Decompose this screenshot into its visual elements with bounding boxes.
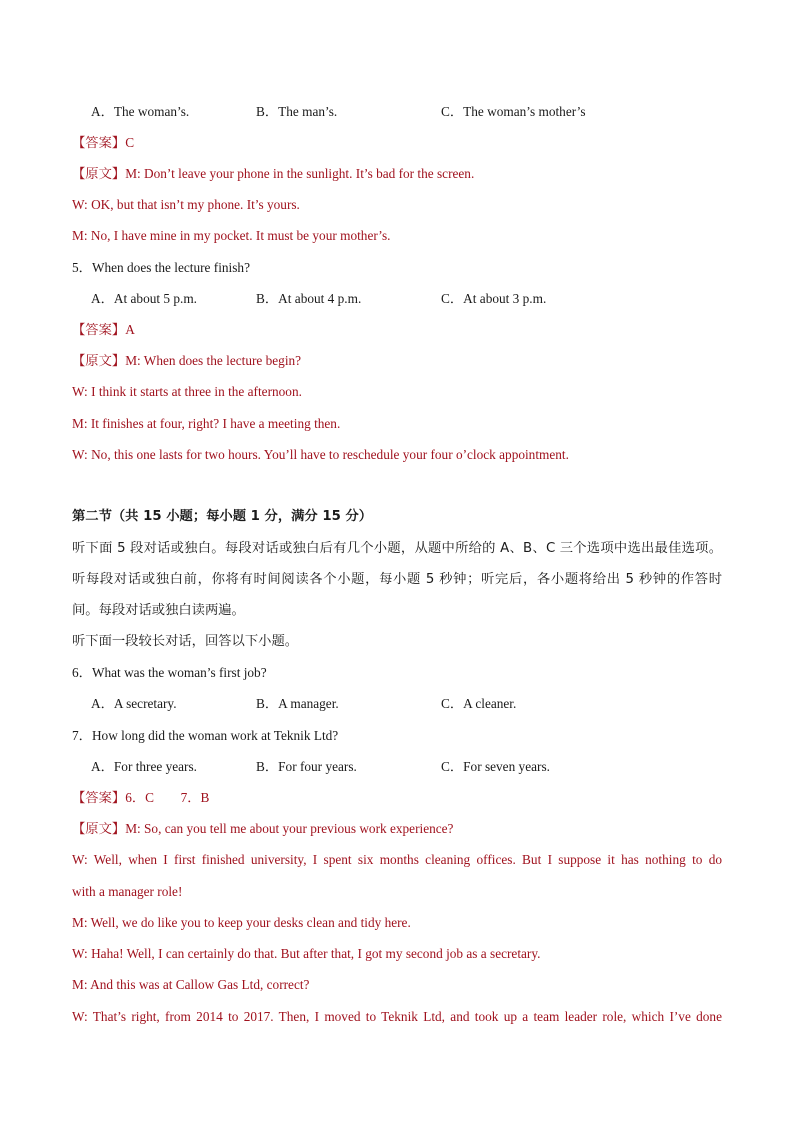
q5-option-a: A．At about 5 p.m. xyxy=(91,291,197,306)
q67-answer xyxy=(72,789,209,808)
q67-script-line-4: W: Haha! Well, I can certainly do that. But after that, I got my second job as a secretary. xyxy=(72,946,541,961)
answer-tag: 【答案】 xyxy=(72,791,126,806)
script-tag: 【原文】 xyxy=(72,167,126,182)
q6-option-c: C．A cleaner. xyxy=(441,696,517,711)
q5-script-line-4: W: No, this one lasts for two hours. You’ll have to reschedule your four o’clock appointment. xyxy=(72,447,569,462)
q5-script-line-2: W: I think it starts at three in the afternoon. xyxy=(72,384,302,399)
q67-script-line-2a: W: Well, when I first finished university, I spent six months cleaning offices. But I suppose it has nothing to do xyxy=(72,852,722,867)
answer-tag: 【答案】 xyxy=(72,136,126,151)
section2-instructions-1: 听下面 5 段对话或独白。每段对话或独白后有几个小题，从题中所给的 A、B、C 三个选项中选出最佳选项。 xyxy=(72,541,722,556)
q4-script-line-2: W: OK, but that isn’t my phone. It’s yours. xyxy=(72,197,300,212)
section2-instructions-3: 间。每段对话或独白读两遍。 xyxy=(72,603,245,618)
q4-answer xyxy=(72,134,134,153)
q5-option-c: C．At about 3 p.m. xyxy=(441,291,547,306)
q5-script-line-1 xyxy=(72,352,301,371)
section2-heading: 第二节（共 15 小题；每小题 1 分，满分 15 分） xyxy=(72,509,373,524)
q4-script-line-1 xyxy=(72,165,474,184)
q7-option-a: A．For three years. xyxy=(91,759,197,774)
q67-script-line-2b: with a manager role! xyxy=(72,884,183,899)
q5-answer xyxy=(72,321,135,340)
q67-script-line-5: M: And this was at Callow Gas Ltd, correct? xyxy=(72,977,310,992)
script-tag: 【原文】 xyxy=(72,354,126,369)
answer-value: 6．C 7．B xyxy=(125,790,210,805)
section2-instructions-4: 听下面一段较长对话，回答以下小题。 xyxy=(72,634,299,649)
q67-script-line-6: W: That’s right, from 2014 to 2017. Then, I moved to Teknik Ltd, and took up a team leader role, which I’ve done xyxy=(72,1009,722,1024)
q5-option-b: B．At about 4 p.m. xyxy=(256,291,362,306)
q5-question: 5．When does the lecture finish? xyxy=(72,260,250,275)
answer-value: C xyxy=(125,135,135,150)
q4-option-c: C．The woman’s mother’s xyxy=(441,104,586,119)
q67-script-line-1 xyxy=(72,820,453,839)
script-text: M: Don’t leave your phone in the sunlight. It’s bad for the screen. xyxy=(125,166,475,181)
q67-script-line-3: M: Well, we do like you to keep your desks clean and tidy here. xyxy=(72,915,411,930)
script-text: M: So, can you tell me about your previous work experience? xyxy=(125,821,454,836)
q7-option-b: B．For four years. xyxy=(256,759,357,774)
answer-value: A xyxy=(125,322,135,337)
q7-option-c: C．For seven years. xyxy=(441,759,550,774)
q4-option-b: B．The man’s. xyxy=(256,104,338,119)
q6-question: 6．What was the woman’s first job? xyxy=(72,665,267,680)
script-text: M: When does the lecture begin? xyxy=(125,353,302,368)
q4-option-a: A．The woman’s. xyxy=(91,104,190,119)
q6-option-b: B．A manager. xyxy=(256,696,339,711)
q6-option-a: A．A secretary. xyxy=(91,696,177,711)
section2-instructions-2: 听每段对话或独白前，你将有时间阅读各个小题，每小题 5 秒钟；听完后，各小题将给出 5 秒钟的作答时 xyxy=(72,572,722,587)
answer-tag: 【答案】 xyxy=(72,323,126,338)
q5-script-line-3: M: It finishes at four, right? I have a meeting then. xyxy=(72,416,341,431)
q7-question: 7．How long did the woman work at Teknik Ltd? xyxy=(72,728,339,743)
q4-script-line-3: M: No, I have mine in my pocket. It must be your mother’s. xyxy=(72,228,391,243)
script-tag: 【原文】 xyxy=(72,822,126,837)
